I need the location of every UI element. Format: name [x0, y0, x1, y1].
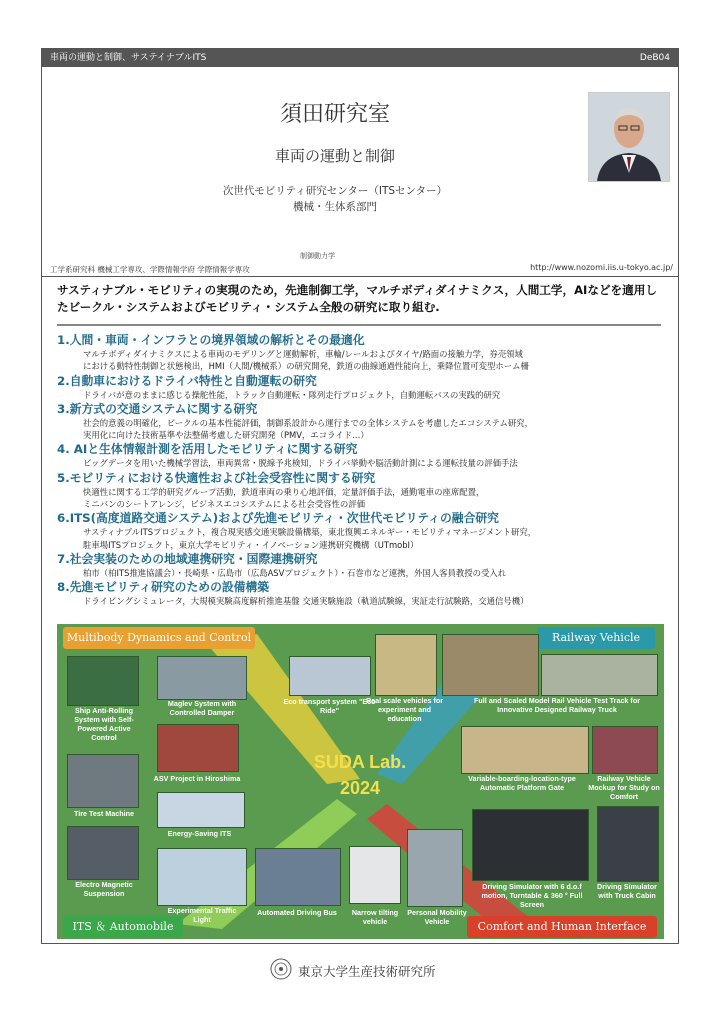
topic-line: 駐車場ITSプロジェクト，東京大学モビリティ・イノベーション連携研究機構（UTmobI） — [83, 539, 419, 550]
topic-4 — [57, 441, 663, 469]
topic-title: 3.新方式の交通システムに関する研究 — [57, 401, 258, 416]
caption-energy: Energy-Saving ITS — [167, 829, 232, 838]
topic-7 — [57, 551, 663, 579]
topic-list — [57, 332, 663, 608]
tire-photo — [67, 754, 139, 808]
topic-5 — [57, 470, 663, 511]
tag-comfort: Comfort and Human Interface — [467, 916, 657, 938]
topic-line: 快適性に関する工学的研究グループ活動，鉄道車両の乗り心地評価，定量評価手法，通勤電車の座席配置， — [83, 486, 485, 497]
lab-url[interactable]: http://www.nozomi.iis.u-tokyo.ac.jp/ — [530, 263, 673, 272]
simtruck-photo — [597, 806, 659, 882]
topic-title: 8.先進モビリティ研究のための設備構築 — [57, 580, 270, 595]
lab-badge-year: 2024 — [339, 778, 381, 798]
topic-title: 2.自動車におけるドライバ特性と自動運転の研究 — [57, 373, 317, 388]
caption-narrow: Narrow tilting vehicle — [351, 908, 399, 926]
topic-line: ドライバが意のままに感じる操舵性能，トラック自動運転・隊列走行プロジェクト，自動運転バスの実践的研究 — [83, 389, 501, 400]
narrow-photo — [349, 846, 401, 904]
lab-badge — [305, 749, 415, 801]
topic-title: 6.ITS(高度道路交通システム)および先進モビリティ・次世代モビリティの融合研究 — [57, 511, 499, 526]
traffic-photo — [157, 848, 247, 906]
tag-multibody: Multibody Dynamics and Control — [63, 627, 255, 649]
track-photo — [442, 634, 539, 696]
maglev-photo — [157, 656, 247, 700]
topic-title: 7.社会実装のための地域連携研究・国際連携研究 — [57, 551, 318, 566]
topic-line: における動特性制御と状態検出，HMI（人間/機械系）の研究開発，鉄道の曲線通過性能向上，乗降位置可変型ホーム柵 — [83, 361, 529, 372]
caption-bus: Automated Driving Bus — [257, 908, 337, 917]
topic-title: 5.モビリティにおける快適性および社会受容性に関する研究 — [57, 470, 376, 485]
real-scale-photo — [375, 634, 437, 696]
topic-8 — [57, 579, 663, 607]
caption-real-scale: Real scale vehicles for experiment and education — [365, 696, 444, 723]
caption-personal: Personal Mobility Vehicle — [407, 908, 467, 926]
lead-divider — [57, 324, 661, 326]
professor-photo — [588, 92, 670, 182]
caption-simtruck: Driving Simulator with Truck Cabin — [597, 882, 657, 900]
header-bar — [42, 49, 678, 67]
caption-asv: ASV Project in Hiroshima — [153, 774, 241, 783]
tag-its: ITS ＆ Automobile — [63, 916, 183, 938]
platform-photo — [461, 726, 589, 774]
caption-traffic: Experimental Traffic Light — [167, 906, 237, 924]
division: 機械・生体系部門 — [293, 201, 377, 213]
topic-line: 柏市（柏ITS推進協議会）・長崎県・広島市（広島ASVプロジェクト）・石巻市など連携，外国人客員教授の受入れ — [83, 567, 507, 578]
topic-line: ドライビングシミュレータ，大規模実験高度解析推進基盤 交通実験施設（軌道試験線，実証走行試験路，交通信号機） — [83, 596, 529, 607]
field-label: 制御動力学 — [300, 252, 335, 260]
caption-full-scaled: Full and Scaled Model Rail Vehicle Test Track for Innovative Designed Railway Truck — [473, 696, 641, 714]
caption-electro: Electro Magnetic Suspension — [75, 880, 133, 898]
bus-photo — [255, 848, 341, 906]
header-divider — [42, 276, 678, 277]
caption-eco-ride: Eco transport system "Eco Ride" — [283, 697, 376, 715]
institute-name: 東京大学生産技術研究所 — [298, 964, 436, 979]
lab-badge-name: SUDA Lab. — [313, 752, 407, 772]
caption-platform: Variable-boarding-location-type Automatic Platform Gate — [468, 774, 576, 792]
topic-2 — [57, 373, 663, 401]
departments: 工学系研究科 機械工学専攻、学際情報学府 学際情報学専攻 — [50, 265, 250, 274]
topic-1 — [57, 332, 663, 373]
asv-photo — [157, 724, 239, 772]
topic-line: 社会的意義の明確化，ビークルの基本性能評価，制御系設計から運行までの全体システムを考慮したエコシステム研究， — [83, 417, 533, 428]
lab-subtitle: 車両の運動と制御 — [274, 147, 395, 165]
topic-6 — [57, 510, 663, 551]
topic-line: ミニバンのシートアレンジ，ビジネスエコシステムによる社会受容性の評価 — [83, 499, 365, 510]
topic-line: ビッグデータを用いた機械学習法，車両異常・脱線予兆検知，ドライバ挙動や脳活動計測による運転技量の評価手法 — [83, 458, 518, 469]
eco-ride-photo — [289, 656, 371, 696]
topic-3 — [57, 401, 663, 442]
ship-photo — [67, 656, 139, 706]
energy-photo — [157, 792, 245, 828]
topic-line: マルチボディダイナミクスによる車両のモデリングと運動解析，車輪/レールおよびタイヤ/路面の接触力学，券売領域 — [83, 349, 523, 359]
mockup-photo — [592, 726, 658, 774]
topic-line: サスティナブルITSプロジェクト，複合現実感交通実験設備構築，東北復興エネルギー・モビリティマネージメント研究， — [83, 527, 537, 538]
header-code: DeB04 — [639, 53, 670, 63]
tag-railway: Railway Vehicle — [537, 627, 655, 649]
topic-line: 実用化に向けた技術基準や法整備考慮した研究開発（PMV，エコライド…） — [83, 430, 369, 441]
topic-title: 4. AIと生体情報計測を活用したモビリティに関する研究 — [57, 442, 358, 457]
header-category: 車両の運動と制御、サステイナブルITS — [50, 53, 207, 63]
lab-title: 須田研究室 — [279, 102, 390, 127]
research-mosaic — [57, 624, 664, 939]
caption-mockup: Railway Vehicle Mockup for Study on Comfort — [588, 774, 660, 801]
topic-title: 1.人間・車両・インフラとの境界領域の解析とその最適化 — [57, 333, 365, 347]
personal-photo — [407, 829, 463, 907]
caption-maglev: Maglev System with Controlled Damper — [167, 699, 237, 717]
caption-ship: Ship Anti-Rolling System with Self-Powered Active Control — [74, 706, 134, 742]
lead-statement: サスティナブル・モビリティの実現のため，先進制御工学，マルチボディダイナミクス，人間工学，AIなどを適用したビークル・システムおよびモビリティ・システム全般の研究に取り組む. — [57, 283, 657, 314]
caption-sim6: Driving Simulator with 6 d.o.f motion, Turntable & 360 ° Full Screen — [481, 882, 583, 909]
caption-tire: Tire Test Machine — [73, 809, 135, 818]
institute-seal-icon — [270, 958, 292, 980]
electro-photo — [67, 826, 139, 880]
sim6-photo — [472, 809, 589, 881]
model-rail-photo — [541, 654, 658, 696]
research-center: 次世代モビリティ研究センター（ITSセンター） — [222, 185, 448, 197]
